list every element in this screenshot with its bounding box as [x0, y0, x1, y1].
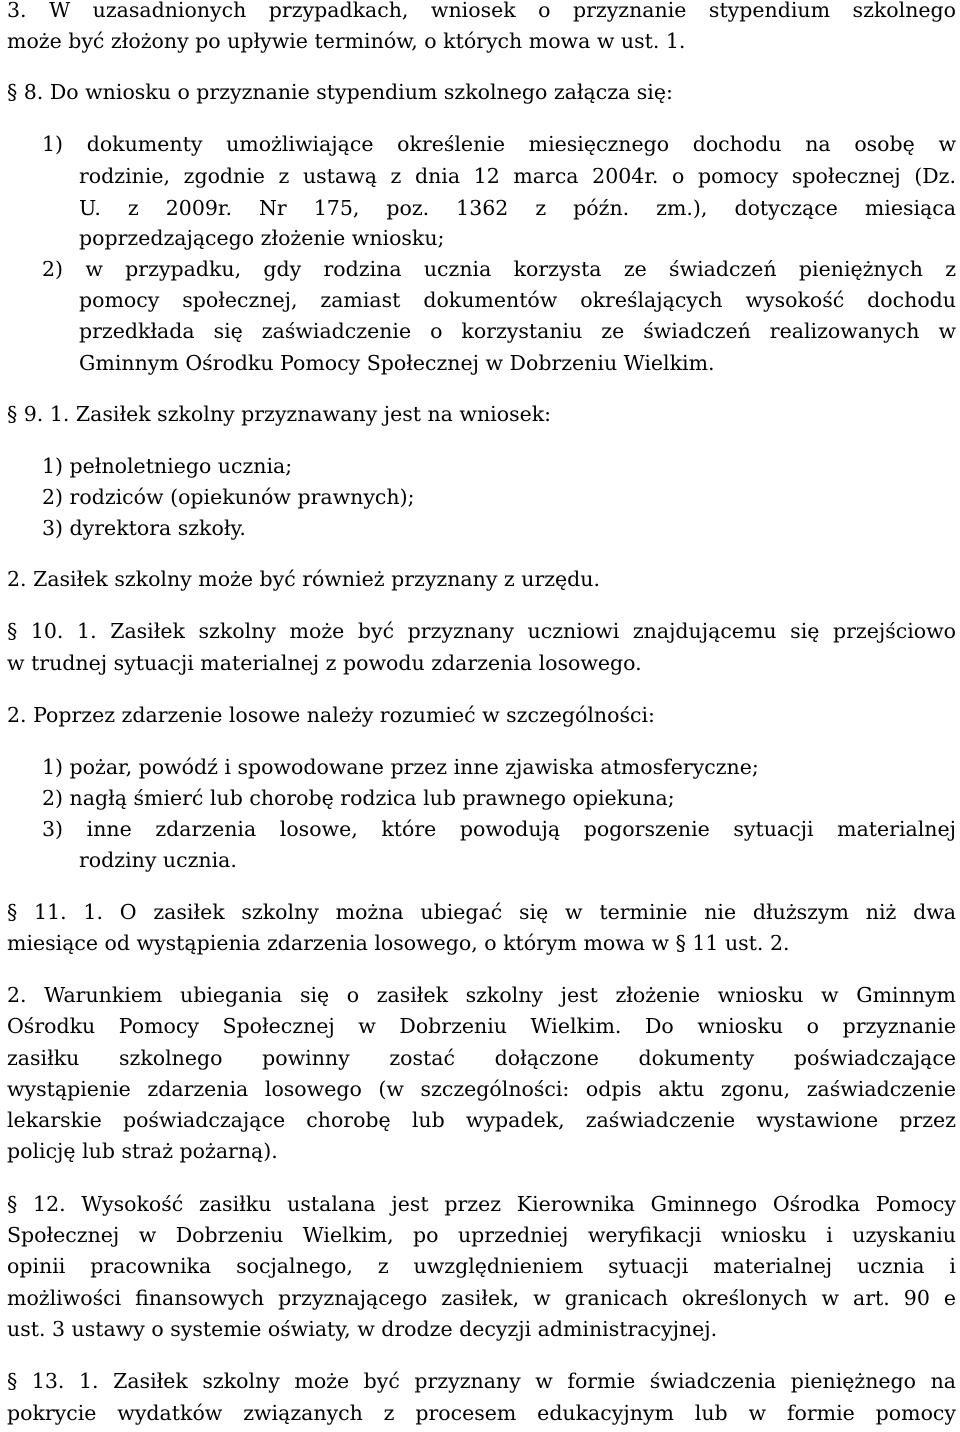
- text-line: 2. Zasiłek szkolny może być również przyznany z urzędu.: [7, 567, 601, 591]
- text-line: miesiące od wystąpienia zdarzenia losowego, o którym mowa w § 11 ust. 2.: [7, 931, 790, 955]
- text-line: Społecznej w Dobrzeniu Wielkim, po uprzedniej weryfikacji wniosku i uzyskaniu: [7, 1223, 956, 1247]
- text-line: opinii pracownika socjalnego, z uwzględnieniem sytuacji materialnej ucznia i: [7, 1254, 956, 1278]
- list-item: 1) dokumenty umożliwiające określenie miesięcznego dochodu na osobę w: [42, 132, 956, 156]
- text-line: może być złożony po upływie terminów, o których mowa w ust. 1.: [7, 29, 686, 53]
- paragraph-heading: § 12. Wysokość zasiłku ustalana jest przez Kierownika Gminnego Ośrodka Pomocy: [7, 1192, 956, 1216]
- paragraph-heading: § 10. 1. Zasiłek szkolny może być przyznany uczniowi znajdującemu się przejściowo: [7, 619, 956, 643]
- text-line: w trudnej sytuacji materialnej z powodu zdarzenia losowego.: [7, 651, 642, 675]
- text-line: 3. W uzasadnionych przypadkach, wniosek o przyznanie stypendium szkolnego: [7, 0, 956, 22]
- list-item: 2) rodziców (opiekunów prawnych);: [42, 485, 415, 509]
- list-item: 1) pełnoletniego ucznia;: [42, 454, 293, 478]
- list-item: 3) dyrektora szkoły.: [42, 516, 246, 540]
- text-line: zasiłku szkolnego powinny zostać dołączone dokumenty poświadczające: [7, 1046, 956, 1070]
- text-line: wystąpienie zdarzenia losowego (w szczególności: odpis aktu zgonu, zaświadczenie: [7, 1077, 956, 1101]
- text-line: pomocy społecznej, zamiast dokumentów określających wysokość dochodu: [79, 288, 956, 312]
- text-line: ust. 3 ustawy o systemie oświaty, w drodze decyzji administracyjnej.: [7, 1317, 718, 1341]
- text-line: Ośrodku Pomocy Społecznej w Dobrzeniu Wielkim. Do wniosku o przyznanie: [7, 1014, 956, 1038]
- text-line: Gminnym Ośrodku Pomocy Społecznej w Dobrzeniu Wielkim.: [79, 351, 715, 375]
- list-item: 2) nagłą śmierć lub chorobę rodzica lub prawnego opiekuna;: [42, 786, 675, 810]
- text-line: możliwości finansowych przyznającego zasiłek, w granicach określonych w art. 90 e: [7, 1286, 956, 1310]
- text-line: 2. Poprzez zdarzenie losowe należy rozumieć w szczególności:: [7, 703, 655, 727]
- text-line: pokrycie wydatków związanych z procesem edukacyjnym lub w formie pomocy: [7, 1401, 956, 1425]
- text-line: rodzinie, zgodnie z ustawą z dnia 12 marca 2004r. o pomocy społecznej (Dz.: [79, 164, 956, 188]
- list-item: 3) inne zdarzenia losowe, które powodują pogorszenie sytuacji materialnej: [42, 817, 956, 841]
- text-line: 2. Warunkiem ubiegania się o zasiłek szkolny jest złożenie wniosku w Gminnym: [7, 983, 956, 1007]
- text-line: rodziny ucznia.: [79, 848, 237, 872]
- paragraph-heading: § 9. 1. Zasiłek szkolny przyznawany jest na wniosek:: [7, 402, 552, 426]
- paragraph-heading: § 13. 1. Zasiłek szkolny może być przyznany w formie świadczenia pieniężnego na: [7, 1369, 956, 1393]
- paragraph-heading: § 8. Do wniosku o przyznanie stypendium szkolnego załącza się:: [7, 80, 673, 104]
- list-item: 2) w przypadku, gdy rodzina ucznia korzysta ze świadczeń pieniężnych z: [42, 257, 956, 281]
- text-line: policję lub straż pożarną).: [7, 1139, 278, 1163]
- list-item: 1) pożar, powódź i spowodowane przez inne zjawiska atmosferyczne;: [42, 755, 759, 779]
- text-line: lekarskie poświadczające chorobę lub wypadek, zaświadczenie wystawione przez: [7, 1108, 956, 1132]
- paragraph-heading: § 11. 1. O zasiłek szkolny można ubiegać się w terminie nie dłuższym niż dwa: [7, 900, 956, 924]
- text-line: U. z 2009r. Nr 175, poz. 1362 z późn. zm.), dotyczące miesiąca: [79, 196, 956, 220]
- text-line: poprzedzającego złożenie wniosku;: [79, 226, 445, 250]
- text-line: przedkłada się zaświadczenie o korzystaniu ze świadczeń realizowanych w: [79, 319, 956, 343]
